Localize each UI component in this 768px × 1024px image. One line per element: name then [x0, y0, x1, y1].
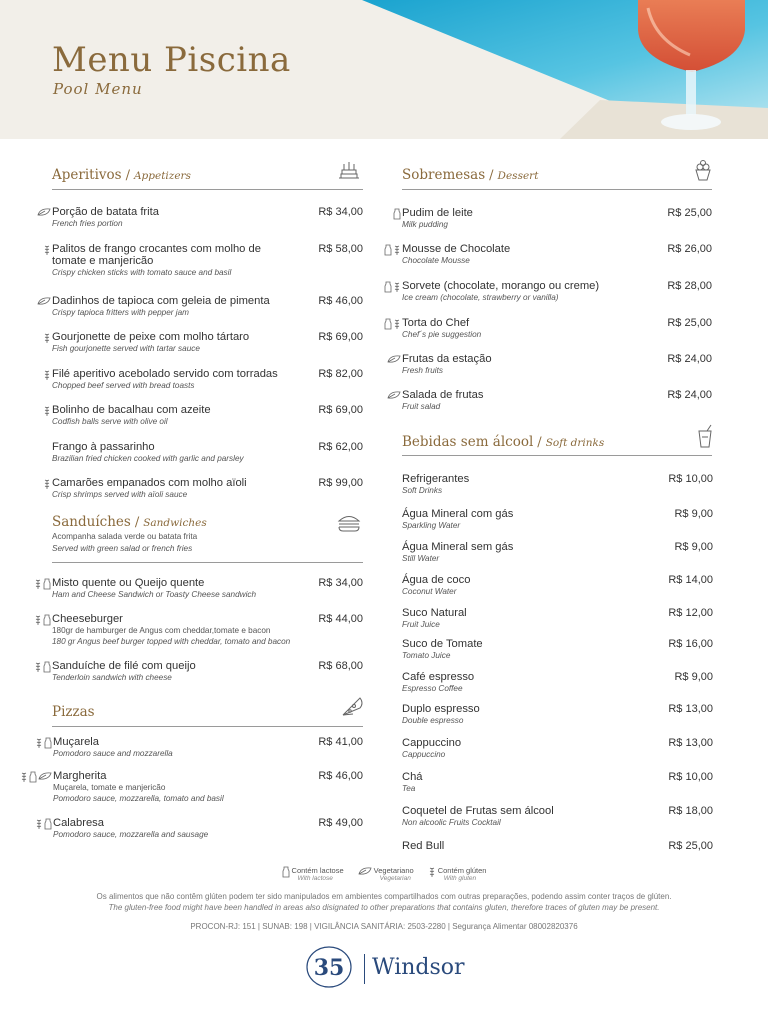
- wheat-icon: [20, 771, 28, 783]
- menu-item: [53, 736, 173, 759]
- allergen-legend: [0, 866, 768, 882]
- section-rule: [402, 189, 712, 190]
- section-title-main: Pizzas: [52, 704, 95, 720]
- menu-item: [53, 770, 224, 804]
- legend-vegetarian-label: Vegetariano: [373, 866, 414, 875]
- brand-logo: Windsor: [372, 955, 465, 980]
- item-description: Espresso Coffee: [402, 684, 463, 693]
- leaf-icon: [38, 771, 52, 783]
- item-price: R$ 25,00: [667, 207, 712, 219]
- item-price: R$ 28,00: [667, 280, 712, 292]
- lactose-icon: [384, 244, 392, 256]
- wheat-icon: [35, 818, 43, 830]
- item-price: R$ 16,00: [668, 638, 713, 650]
- gluten-disclaimer-en: The gluten-free food might have been handled in areas also disignated to other preparations that contains gluten, therefore traces of gluten may be present.: [108, 903, 660, 912]
- menu-item: [402, 805, 554, 828]
- item-name: Coquetel de Frutas sem álcool: [402, 805, 554, 817]
- dessert-icon: [690, 158, 716, 184]
- wheat-icon: [35, 737, 43, 749]
- item-name: Bolinho de bacalhau com azeite: [52, 404, 211, 416]
- item-name: Água Mineral com gás: [402, 508, 514, 520]
- page-subtitle: Pool Menu: [53, 80, 143, 98]
- item-price: R$ 44,00: [318, 613, 363, 625]
- item-name: Filé aperitivo acebolado servido com torradas: [52, 368, 278, 380]
- item-name: Suco Natural: [402, 607, 467, 619]
- item-price: R$ 9,00: [674, 508, 713, 520]
- lactose-icon: [43, 661, 51, 673]
- menu-item: [402, 638, 483, 661]
- lactose-icon: [282, 866, 290, 878]
- item-price: R$ 69,00: [318, 331, 363, 343]
- logo-divider: [364, 954, 365, 984]
- item-name: Suco de Tomate: [402, 638, 483, 650]
- legend-lactose: [282, 866, 344, 882]
- menu-item: [52, 404, 211, 427]
- wheat-icon: [43, 369, 51, 381]
- legend-gluten-label: Contém glúten: [437, 866, 487, 875]
- menu-item: [402, 737, 461, 760]
- item-price: R$ 10,00: [668, 473, 713, 485]
- item-price: R$ 12,00: [668, 607, 713, 619]
- section-title-separator: /: [134, 515, 140, 530]
- menu-item: [53, 817, 208, 840]
- item-name: Café espresso: [402, 671, 475, 683]
- item-name: Misto quente ou Queijo quente: [52, 577, 205, 589]
- menu-item: [402, 703, 480, 726]
- section-title-english: Sandwiches: [143, 517, 207, 529]
- menu-item: [402, 317, 481, 340]
- item-description: Milk pudding: [402, 220, 448, 229]
- item-description: Soft Drinks: [402, 486, 443, 495]
- legend-lactose-label: Contém lactose: [291, 866, 344, 875]
- item-description: Still Water: [402, 554, 440, 563]
- item-name: Duplo espresso: [402, 703, 480, 715]
- item-name: Camarões empanados com molho aïoli: [52, 477, 247, 489]
- item-name: Margherita: [53, 770, 107, 782]
- item-price: R$ 18,00: [668, 805, 713, 817]
- item-description: Tea: [402, 784, 416, 793]
- item-price: R$ 10,00: [668, 771, 713, 783]
- pizza-icon: [339, 694, 365, 720]
- menu-item: [402, 280, 599, 303]
- item-description: Crisp shrimps served with aïoli sauce: [52, 490, 188, 499]
- menu-item: [52, 295, 270, 318]
- item-description: Tomato Juice: [402, 651, 451, 660]
- item-description: Ham and Cheese Sandwich or Toasty Cheese sandwich: [52, 590, 257, 599]
- item-description: 180 gr Angus beef burger topped with cheddar, tomato and bacon: [52, 637, 291, 646]
- menu-item: [402, 243, 510, 266]
- item-description: Fresh fruits: [402, 366, 443, 375]
- menu-item: [52, 206, 159, 229]
- section-title-main: Sanduíches: [52, 514, 131, 530]
- wheat-icon: [43, 332, 51, 344]
- lactose-icon: [44, 737, 52, 749]
- header-banner: [0, 0, 768, 139]
- section-rule: [52, 726, 363, 727]
- item-name: Torta do Chef: [402, 317, 470, 329]
- sandwich-note-pt: Acompanha salada verde ou batata frita: [52, 532, 198, 541]
- menu-item: [52, 368, 278, 391]
- item-price: R$ 9,00: [674, 541, 713, 553]
- item-price: R$ 25,00: [667, 317, 712, 329]
- wheat-icon: [34, 578, 42, 590]
- item-price: R$ 62,00: [318, 441, 363, 453]
- legend-vegetarian-en: Vegetarian: [379, 875, 411, 882]
- menu-item: [402, 840, 444, 852]
- section-title-separator: /: [489, 168, 494, 183]
- item-price: R$ 46,00: [318, 770, 363, 782]
- wheat-icon: [393, 244, 401, 256]
- item-price: R$ 24,00: [667, 389, 712, 401]
- lactose-icon: [44, 818, 52, 830]
- sandwich-note-en: Served with green salad or french fries: [52, 544, 193, 553]
- soft-drink-icon: [692, 424, 718, 450]
- lactose-icon: [384, 318, 392, 330]
- legend-vegetarian: [358, 866, 414, 882]
- section-rule: [402, 455, 712, 456]
- item-description-pt: 180gr de hamburger de Angus com cheddar,tomate e bacon: [52, 626, 271, 635]
- item-name: Cappuccino: [402, 737, 462, 749]
- menu-item: [52, 331, 249, 354]
- item-description: Brazilian fried chicken cooked with garlic and parsley: [52, 454, 244, 463]
- legend-lactose-en: With lactose: [297, 875, 333, 882]
- item-description: Chocolate Mousse: [402, 256, 470, 265]
- legend-gluten: [428, 866, 487, 882]
- menu-item: [402, 574, 470, 597]
- lactose-icon: [393, 208, 401, 220]
- item-description: Tenderloin sandwich with cheese: [52, 673, 172, 682]
- item-name: Sorvete (chocolate, morango ou creme): [402, 280, 600, 292]
- wheat-icon: [43, 478, 51, 490]
- item-price: R$ 58,00: [318, 243, 363, 255]
- item-description: Ice cream (chocolate, strawberry or vanilla): [402, 293, 559, 302]
- menu-item: [402, 473, 469, 496]
- item-description-pt: Muçarela, tomate e manjericão: [53, 783, 166, 792]
- item-price: R$ 34,00: [318, 577, 363, 589]
- section-title-separator: /: [125, 168, 130, 183]
- item-description: French fries portion: [52, 219, 123, 228]
- item-description: Crispy tapioca fritters with pepper jam: [52, 308, 189, 317]
- item-price: R$ 41,00: [318, 736, 363, 748]
- item-price: R$ 9,00: [674, 671, 713, 683]
- item-name: Sanduíche de filé com queijo: [52, 660, 196, 672]
- item-description: Crispy chicken sticks with tomato sauce and basil: [52, 268, 232, 277]
- item-description: Cappuccino: [402, 750, 446, 759]
- gluten-disclaimer-pt: Os alimentos que não contêm glúten podem ter sido manipulados em ambientes compartilhados com outras preparações, podendo assim conter traços de glúten.: [96, 892, 672, 901]
- wheat-icon: [43, 405, 51, 417]
- menu-item: [402, 389, 483, 412]
- item-name: Pudim de leite: [402, 207, 473, 219]
- section-rule: [52, 562, 363, 563]
- section-title-english: Soft drinks: [545, 437, 605, 449]
- item-description: Fish gourjonette served with tartar sauce: [52, 344, 200, 353]
- item-price: R$ 82,00: [318, 368, 363, 380]
- section-title-pizzas: [52, 704, 95, 720]
- legend-gluten-en: With gluten: [443, 875, 477, 882]
- item-description: Fruit Juice: [402, 620, 440, 629]
- item-description: Sparkling Water: [402, 521, 461, 530]
- menu-item: [402, 353, 492, 376]
- item-name: Água Mineral sem gás: [402, 541, 514, 553]
- lactose-icon: [43, 578, 51, 590]
- item-name: Frango à passarinho: [52, 441, 155, 453]
- item-price: R$ 99,00: [318, 477, 363, 489]
- item-price: R$ 13,00: [668, 703, 713, 715]
- item-price: R$ 25,00: [668, 840, 713, 852]
- menu-item: [52, 577, 256, 600]
- item-name: Palitos de frango crocantes com molho de: [52, 243, 261, 255]
- section-title-dessert: [402, 167, 538, 183]
- leaf-icon: [387, 390, 401, 402]
- menu-item: [402, 771, 423, 794]
- item-name: Cheeseburger: [52, 613, 123, 625]
- wheat-icon: [393, 281, 401, 293]
- registry-info: PROCON-RJ: 151 | SUNAB: 198 | VIGILÂNCIA SANITÁRIA: 2503-2280 | Segurança Alimentar 08002820376: [190, 922, 578, 931]
- menu-item: [52, 477, 247, 500]
- leaf-icon: [37, 207, 51, 219]
- item-price: R$ 49,00: [318, 817, 363, 829]
- item-price: R$ 24,00: [667, 353, 712, 365]
- item-description: Pomodoro sauce, mozzarella, tomato and basil: [53, 794, 224, 803]
- item-description: Codfish balls serve with olive oil: [52, 417, 168, 426]
- menu-item: [402, 207, 473, 230]
- menu-item: [402, 607, 467, 630]
- wheat-icon: [34, 614, 42, 626]
- menu-item: [52, 613, 290, 647]
- wheat-icon: [393, 318, 401, 330]
- item-name: Mousse de Chocolate: [402, 243, 511, 255]
- item-name-continued: tomate e manjericão: [52, 255, 154, 267]
- lactose-icon: [384, 281, 392, 293]
- menu-item: [52, 441, 244, 464]
- item-description: Chef´s pie suggestion: [402, 330, 482, 339]
- lactose-icon: [29, 771, 37, 783]
- section-title-separator: /: [537, 435, 542, 450]
- item-name: Porção de batata frita: [52, 206, 159, 218]
- wheat-icon: [428, 866, 436, 878]
- item-description: Pomodoro sauce and mozzarella: [53, 749, 173, 758]
- section-title-main: Sobremesas: [402, 167, 486, 183]
- item-name: Calabresa: [53, 817, 104, 829]
- item-description: Non alcoolic Fruits Cocktail: [402, 818, 501, 827]
- wheat-icon: [34, 661, 42, 673]
- item-name: Refrigerantes: [402, 473, 470, 485]
- item-description: Pomodoro sauce, mozzarella and sausage: [53, 830, 209, 839]
- menu-item: [52, 660, 196, 683]
- menu-item: [402, 541, 513, 564]
- item-price: R$ 26,00: [667, 243, 712, 255]
- menu-item: [52, 243, 261, 278]
- item-name: Chá: [402, 771, 423, 783]
- item-description: Coconut Water: [402, 587, 457, 596]
- leaf-icon: [387, 354, 401, 366]
- item-name: Red Bull: [402, 840, 445, 852]
- item-price: R$ 68,00: [318, 660, 363, 672]
- lactose-icon: [43, 614, 51, 626]
- section-title-appetizers: [52, 167, 191, 183]
- item-price: R$ 69,00: [318, 404, 363, 416]
- menu-item: [402, 671, 474, 694]
- section-title-drinks: [402, 434, 604, 450]
- item-price: R$ 34,00: [318, 206, 363, 218]
- item-price: R$ 14,00: [668, 574, 713, 586]
- item-name: Muçarela: [53, 736, 100, 748]
- item-name: Dadinhos de tapioca com geleia de pimenta: [52, 295, 270, 307]
- section-title-main: Bebidas sem álcool: [402, 434, 534, 450]
- item-name: Frutas da estação: [402, 353, 492, 365]
- item-name: Gourjonette de peixe com molho tártaro: [52, 331, 250, 343]
- section-title-main: Aperitivos: [52, 167, 122, 183]
- item-name: Salada de frutas: [402, 389, 484, 401]
- menu-item: [402, 508, 513, 531]
- item-description: Fruit salad: [402, 402, 441, 411]
- item-name: Água de coco: [402, 574, 471, 586]
- wheat-icon: [43, 244, 51, 256]
- section-title-english: Appetizers: [133, 170, 191, 182]
- sandwich-icon: [336, 510, 362, 536]
- leaf-icon: [358, 866, 372, 876]
- section-rule: [52, 189, 363, 190]
- item-price: R$ 46,00: [318, 295, 363, 307]
- item-price: R$ 13,00: [668, 737, 713, 749]
- page-title: Menu Piscina: [52, 40, 291, 80]
- section-title-english: Dessert: [497, 170, 539, 182]
- section-title-sandwiches: [52, 514, 207, 530]
- item-description: Chopped beef served with bread toasts: [52, 381, 195, 390]
- anniversary-logo: [304, 945, 354, 989]
- item-description: Double espresso: [402, 716, 464, 725]
- appetizer-icon: [336, 158, 362, 184]
- logo-number: 35: [313, 955, 345, 981]
- leaf-icon: [37, 296, 51, 308]
